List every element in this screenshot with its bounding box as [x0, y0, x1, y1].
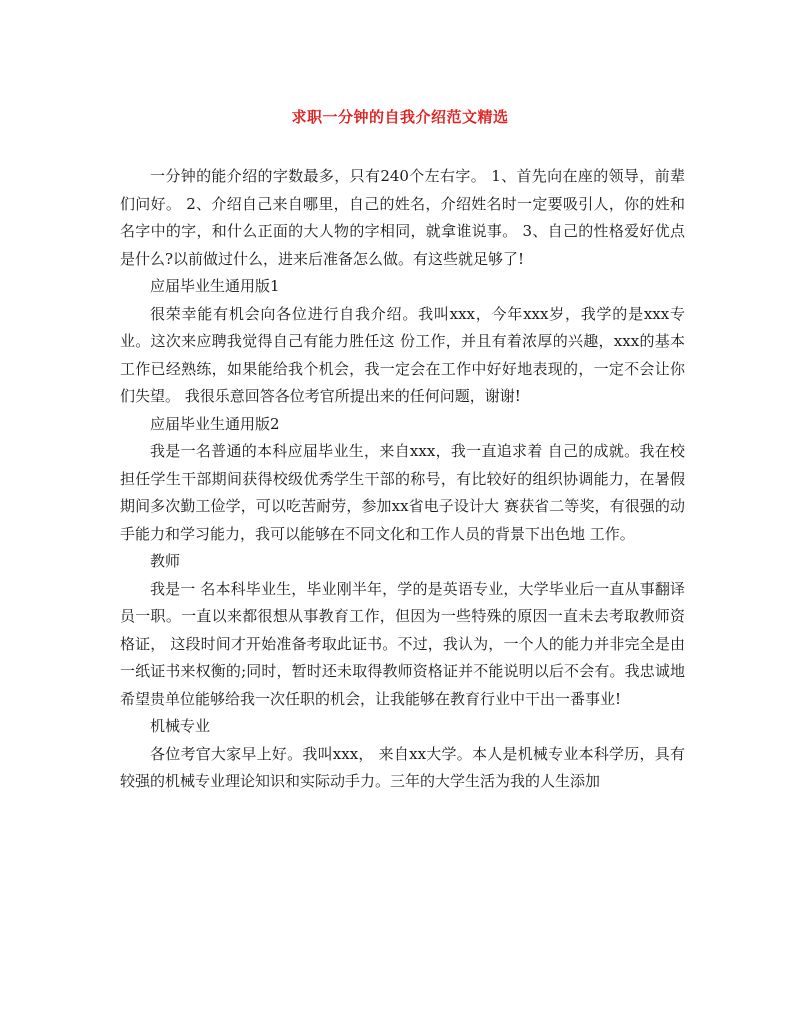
section-paragraph-mechanical: 各位考官大家早上好。我叫xxx， 来自xx大学。本人是机械专业本科学历，具有较强的机械专业理论知识和实际动手力。三年的大学生活为我的人生添加: [120, 744, 685, 790]
section-heading-graduate-2: 应届毕业生通用版2: [150, 414, 280, 433]
section-heading-graduate-1: 应届毕业生通用版1: [150, 277, 280, 295]
document-body: [120, 163, 685, 796]
section-paragraph-graduate-1: 很荣幸能有机会向各位进行自我介绍。我叫xxx，今年xxx岁，我学的是xxx专业。这次来应聘我觉得自己有能力胜任这 份工作，并且有着浓厚的兴趣，xxx的基本工作已经熟练，如果能给我个机会，我一定会在工作中好好地表现的，一定不会让你们失望。 我很乐意回答各位考官所提出来的任何问题，谢谢!: [120, 304, 685, 405]
document-title: 求职一分钟的自我介绍范文精选: [291, 108, 509, 126]
section-paragraph-teacher: 我是一 名本科毕业生，毕业刚半年，学的是英语专业，大学毕业后一直从事翻译员一职。一直以来都很想从事教育工作，但因为一些特殊的原因一直未去考取教师资格证， 这段时间才开始准备考取此证书。不过，我认为，一个人的能力并非完全是由一纸证书来权衡的;同时，暂时还未取得教师资格证并不能说明以后不会有。我忠诚地 希望贵单位能够给我一次任职的机会，让我能够在教育行业中干出一番事业!: [120, 579, 685, 708]
section-paragraph-graduate-2: 我是一名普通的本科应届毕业生，来自xxx，我一直追求着 自己的成就。我在校担任学生干部期间获得校级优秀学生干部的称号，有比较好的组织协调能力，在暑假期间多次勤工俭学，可以吃苦耐劳，参加xx省电子设计大 赛获省二等奖，有很强的动手能力和学习能力，我可以能够在不同文化和工作人员的背景下出色地 工作。: [120, 442, 685, 543]
section-heading-teacher: 教师: [150, 552, 181, 570]
intro-paragraph: 一分钟的能介绍的字数最多，只有240个左右字。 1、首先向在座的领导，前辈们问好。 2、介绍自己来自哪里，自己的姓名，介绍姓名时一定要吸引人，你的姓和名字中的字，和什么正面的大人物的字相同，就拿谁说事。 3、自己的性格爱好优点是什么?以前做过什么，进来后准备怎么做。有这些就足够了!: [120, 167, 685, 268]
section-heading-mechanical: 机械专业: [150, 717, 211, 735]
